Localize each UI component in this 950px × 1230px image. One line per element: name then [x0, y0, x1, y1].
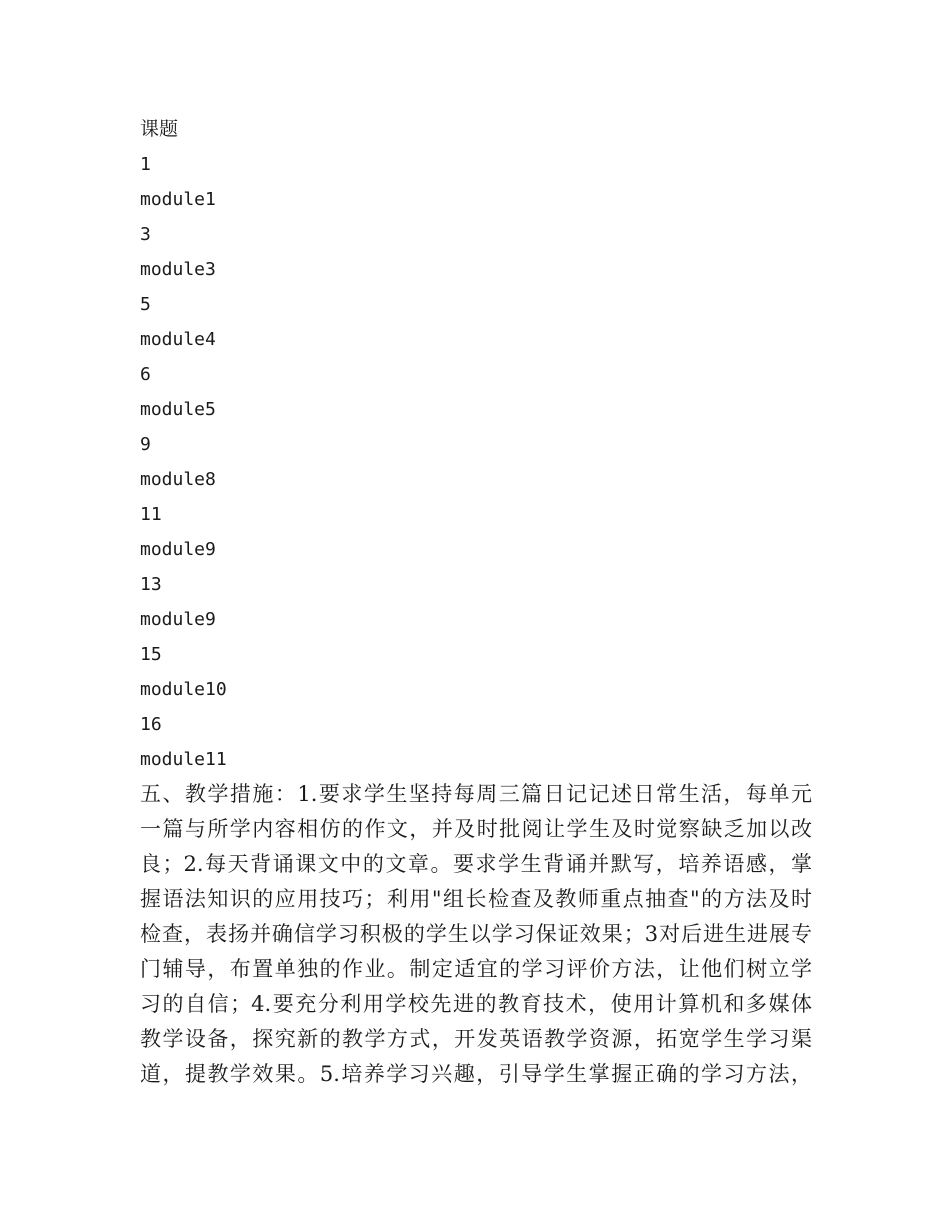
week-number: 5: [140, 294, 151, 315]
week-number: 6: [140, 364, 151, 385]
section-heading: 课题: [140, 118, 179, 140]
week-number: 1: [140, 154, 151, 175]
paragraph-line: 教学设备，探究新的教学方式，开发英语教学资源，拓宽学生学习渠: [140, 1027, 812, 1051]
module-name: module3: [140, 259, 216, 280]
paragraph-line: 握语法知识的应用技巧；利用"组长检查及教师重点抽查"的方法及时: [140, 887, 812, 911]
week-number: 11: [140, 504, 162, 525]
module-name: module5: [140, 399, 216, 420]
module-name: module11: [140, 749, 227, 770]
module-name: module4: [140, 329, 216, 350]
paragraph-line: 习的自信；4.要充分利用学校先进的教育技术，使用计算机和多媒体: [140, 992, 812, 1016]
module-name: module9: [140, 609, 216, 630]
module-name: module8: [140, 469, 216, 490]
paragraph-line: 五、教学措施：1.要求学生坚持每周三篇日记记述日常生活，每单元: [140, 782, 812, 806]
module-name: module9: [140, 539, 216, 560]
module-name: module1: [140, 189, 216, 210]
week-number: 9: [140, 434, 151, 455]
paragraph-line: 一篇与所学内容相仿的作文，并及时批阅让学生及时觉察缺乏加以改: [140, 817, 812, 841]
teaching-measures-paragraph: [140, 777, 812, 1092]
week-number: 13: [140, 574, 162, 595]
paragraph-line: 门辅导，布置单独的作业。制定适宜的学习评价方法，让他们树立学: [140, 957, 812, 981]
paragraph-line: 检查，表扬并确信学习积极的学生以学习保证效果；3对后进生进展专: [140, 922, 812, 946]
week-number: 15: [140, 644, 162, 665]
week-number: 16: [140, 714, 162, 735]
week-number: 3: [140, 224, 151, 245]
paragraph-line: 道，提教学效果。5.培养学习兴趣，引导学生掌握正确的学习方法，: [140, 1062, 812, 1086]
module-name: module10: [140, 679, 227, 700]
paragraph-line: 良；2.每天背诵课文中的文章。要求学生背诵并默写，培养语感，掌: [140, 852, 812, 876]
document-page: [140, 112, 812, 1092]
